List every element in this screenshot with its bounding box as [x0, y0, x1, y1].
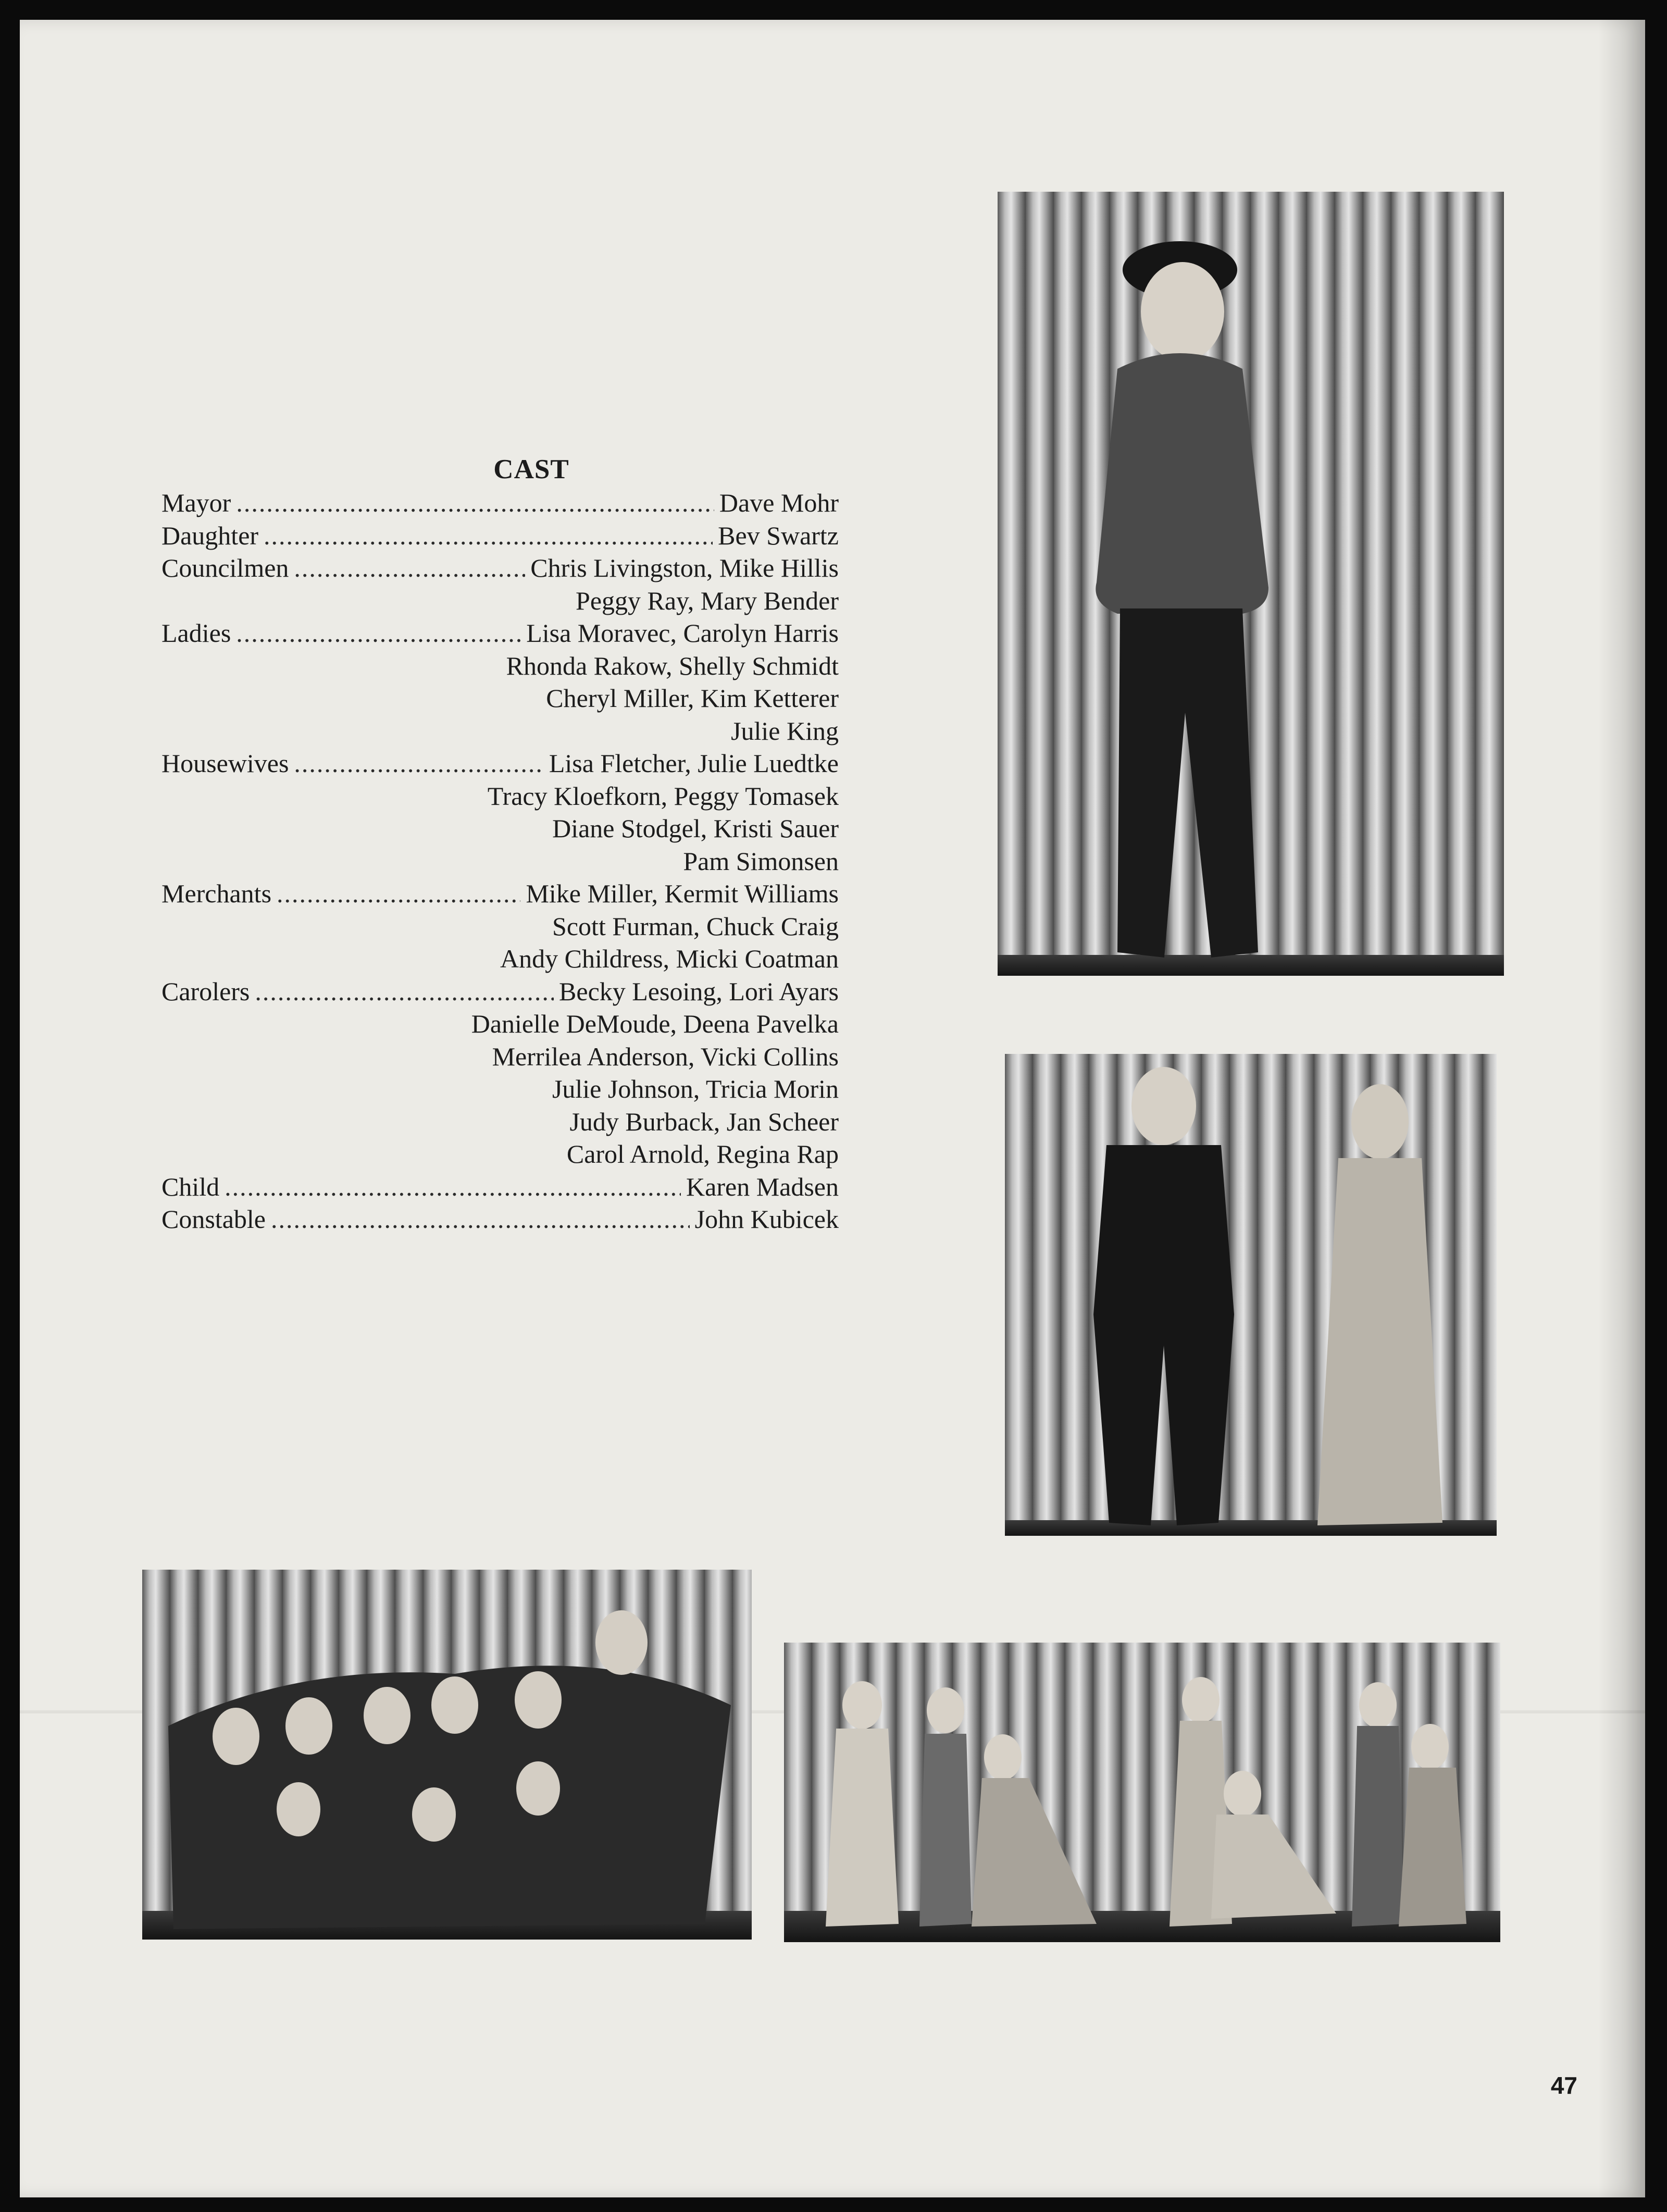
cast-names: Bev Swartz — [718, 520, 839, 550]
cast-names: Rhonda Rakow, Shelly Schmidt — [506, 651, 839, 680]
dot-leader — [277, 877, 520, 910]
cast-rows — [161, 487, 839, 1236]
cast-names: Lisa Fletcher, Julie Luedtke — [549, 749, 839, 778]
cast-names: Cheryl Miller, Kim Ketterer — [546, 684, 839, 713]
cast-names: Becky Lesoing, Lori Ayars — [559, 976, 839, 1006]
cast-entry — [161, 682, 839, 715]
cast-entry — [161, 747, 839, 780]
cast-entry — [161, 877, 839, 910]
performer-figure — [998, 192, 1504, 976]
cast-names: Tracy Kloefkorn, Peggy Tomasek — [487, 781, 839, 811]
yearbook-page — [20, 20, 1645, 2197]
performers-in-dresses — [784, 1643, 1500, 1942]
cast-role: Carolers — [161, 976, 250, 1006]
dot-leader — [271, 1203, 690, 1236]
cast-names: Carol Arnold, Regina Rap — [566, 1139, 839, 1169]
photo-mayor-and-daughter — [1005, 1054, 1497, 1536]
photo-constable-on-stage — [998, 192, 1504, 976]
dot-leader — [264, 519, 713, 552]
cast-role: Constable — [161, 1204, 266, 1234]
dot-leader — [255, 975, 554, 1008]
cast-role: Mayor — [161, 488, 231, 517]
cast-entry — [161, 812, 839, 845]
cast-names: Scott Furman, Chuck Craig — [552, 911, 839, 941]
cast-entry — [161, 617, 839, 650]
cast-entry — [161, 1008, 839, 1040]
cast-entry — [161, 585, 839, 617]
cast-entry — [161, 487, 839, 519]
cast-list — [161, 452, 839, 1236]
cast-names: Pam Simonsen — [683, 846, 839, 876]
cast-heading: CAST — [493, 454, 569, 484]
dot-leader — [294, 747, 543, 780]
cast-entry — [161, 552, 839, 585]
cast-names: Peggy Ray, Mary Bender — [576, 586, 839, 615]
cast-entry — [161, 1040, 839, 1073]
cast-role: Daughter — [161, 520, 259, 550]
cast-names: Judy Burback, Jan Scheer — [569, 1107, 839, 1136]
cast-names: Julie King — [731, 716, 839, 745]
cast-role: Housewives — [161, 749, 289, 778]
page-number: 47 — [1550, 2072, 1577, 2099]
dot-leader — [294, 552, 525, 585]
cast-entry — [161, 845, 839, 878]
cast-names: Karen Madsen — [686, 1172, 839, 1201]
cast-names: Lisa Moravec, Carolyn Harris — [526, 618, 839, 648]
cast-entry — [161, 715, 839, 748]
cast-names: Dave Mohr — [719, 488, 839, 517]
cast-entry — [161, 942, 839, 975]
page-edge-shadow — [1598, 20, 1645, 2197]
cast-names: Julie Johnson, Tricia Morin — [552, 1074, 839, 1103]
cast-names: Danielle DeMoude, Deena Pavelka — [471, 1009, 839, 1038]
dot-leader — [236, 487, 714, 519]
cast-names: Andy Childress, Micki Coatman — [500, 944, 839, 973]
cast-entry — [161, 1073, 839, 1105]
cast-names: Chris Livingston, Mike Hillis — [530, 553, 839, 582]
cast-entry — [161, 1138, 839, 1171]
cast-entry — [161, 975, 839, 1008]
photo-ladies-scene — [784, 1643, 1500, 1942]
photo-carolers-group — [142, 1570, 752, 1940]
cast-entry — [161, 1171, 839, 1203]
cast-entry — [161, 910, 839, 943]
dot-leader — [236, 617, 521, 650]
cast-entry — [161, 780, 839, 813]
cast-entry — [161, 1105, 839, 1138]
cast-names: John Kubicek — [694, 1204, 839, 1234]
cast-names: Merrilea Anderson, Vicki Collins — [492, 1041, 839, 1071]
cast-entry — [161, 519, 839, 552]
cast-names: Mike Miller, Kermit Williams — [526, 879, 839, 908]
group-of-performers — [142, 1570, 752, 1940]
cast-entry — [161, 1203, 839, 1236]
cast-role: Merchants — [161, 879, 272, 908]
cast-entry — [161, 650, 839, 682]
cast-role: Child — [161, 1172, 220, 1201]
cast-role: Councilmen — [161, 553, 289, 582]
performer-figures — [1005, 1054, 1497, 1536]
cast-names: Diane Stodgel, Kristi Sauer — [552, 814, 839, 843]
dot-leader — [225, 1171, 681, 1203]
cast-role: Ladies — [161, 618, 231, 648]
